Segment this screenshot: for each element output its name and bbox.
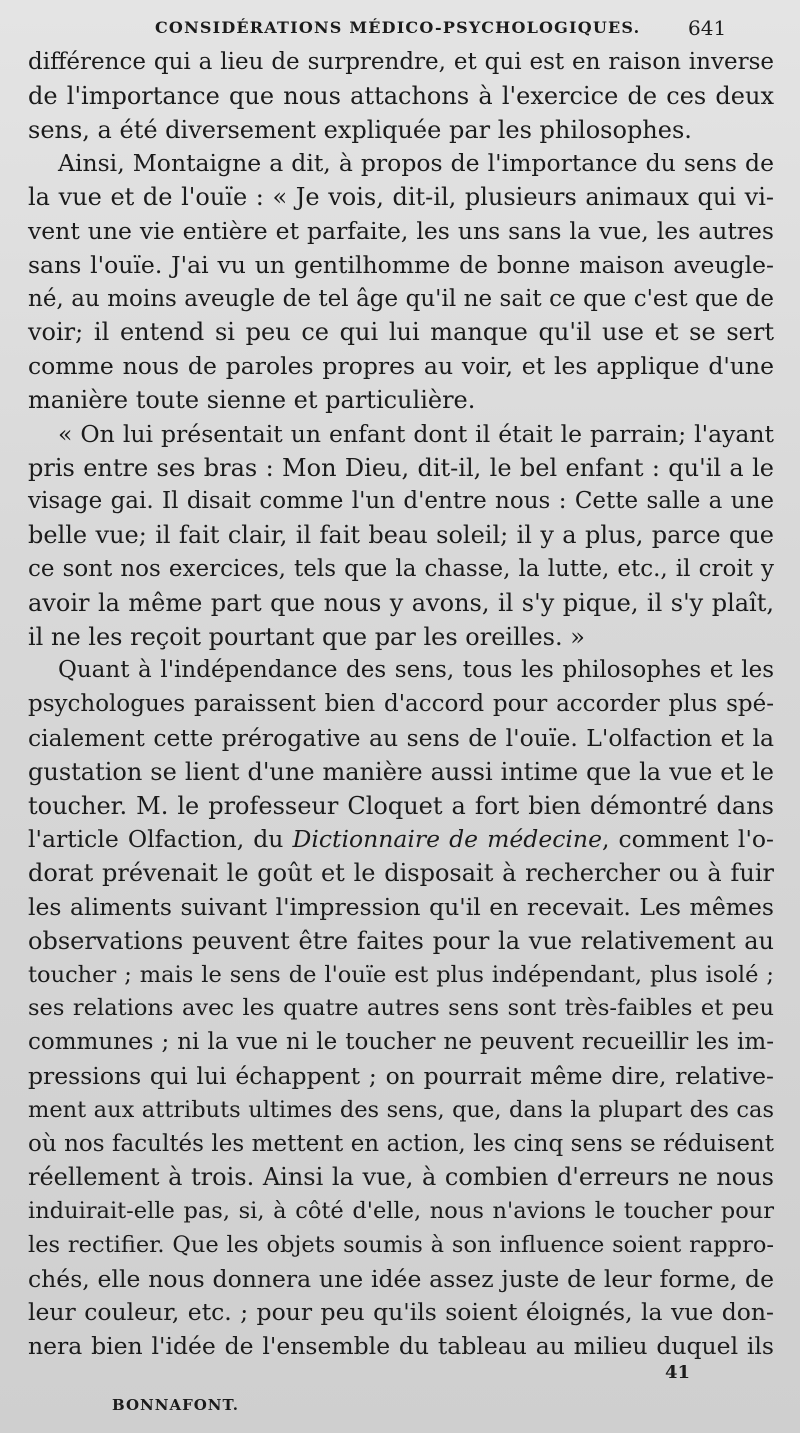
- text-line: belle vue; il fait clair, il fait beau soleil; il y a plus, parce que: [28, 521, 774, 550]
- text-line: visage gai. Il disait comme l'un d'entre nous : Cette salle a une: [28, 488, 774, 515]
- text-line: ment aux attributs ultimes des sens, que, dans la plupart des cas: [28, 1096, 774, 1123]
- text-line: observations peuvent être faites pour la vue relativement au: [28, 926, 774, 955]
- text-line-with-italic: [28, 823, 774, 857]
- text-line: né, au moins aveugle de tel âge qu'il ne sait ce que c'est que de: [28, 285, 774, 312]
- text-line: ce sont nos exercices, tels que la chasse, la lutte, etc., il croit y: [28, 555, 774, 582]
- body-text: [28, 46, 774, 1364]
- text-line: les aliments suivant l'impression qu'il en recevait. Les mêmes: [28, 892, 774, 921]
- text-line: « On lui présentait un enfant dont il était le parrain; l'ayant: [58, 419, 774, 448]
- text-line: manière toute sienne et particulière.: [28, 385, 476, 414]
- footer-author: BONNAFONT.: [112, 1396, 239, 1414]
- text-line: la vue et de l'ouïe : « Je vois, dit-il, plusieurs animaux qui vi-: [28, 183, 774, 212]
- text-segment: l'article Olfaction, du: [28, 825, 293, 854]
- text-line: nera bien l'idée de l'ensemble du tableau au milieu duquel ils: [28, 1332, 774, 1361]
- text-line: chés, elle nous donnera une idée assez juste de leur forme, de: [28, 1264, 774, 1293]
- text-line: où nos facultés les mettent en action, les cinq sens se réduisent: [28, 1130, 774, 1157]
- text-line: leur couleur, etc. ; pour peu qu'ils soient éloignés, la vue don-: [28, 1298, 774, 1327]
- italic-reference: Dictionnaire de médecine: [292, 825, 602, 854]
- text-line: cialement cette prérogative au sens de l'ouïe. L'olfaction et la: [28, 723, 774, 752]
- text-line: induirait-elle pas, si, à côté d'elle, nous n'avions le toucher pour: [28, 1198, 774, 1225]
- text-line: avoir la même part que nous y avons, il s'y pique, il s'y plaît,: [28, 588, 774, 617]
- running-title: CONSIDÉRATIONS MÉDICO-PSYCHOLOGIQUES.: [155, 18, 641, 37]
- text-line: voir; il entend si peu ce qui lui manque qu'il use et se sert: [28, 318, 774, 347]
- text-line: sens, a été diversement expliquée par les philosophes.: [28, 115, 692, 144]
- text-line: pressions qui lui échappent ; on pourrait même dire, relative-: [28, 1061, 774, 1090]
- text-line: psychologues paraissent bien d'accord pour accorder plus spé-: [28, 691, 774, 718]
- text-line: vent une vie entière et parfaite, les uns sans la vue, les autres: [28, 216, 774, 245]
- text-line: comme nous de paroles propres au voir, et les applique d'une: [28, 352, 774, 381]
- page-number: 641: [688, 16, 727, 40]
- text-line: toucher. M. le professeur Cloquet a fort bien démontré dans: [28, 791, 774, 820]
- text-line: pris entre ses bras : Mon Dieu, dit-il, le bel enfant : qu'il a le: [28, 453, 774, 482]
- text-line: Ainsi, Montaigne a dit, à propos de l'importance du sens de: [58, 149, 774, 178]
- page-header: [0, 12, 800, 46]
- text-line: dorat prévenait le goût et le disposait à rechercher ou à fuir: [28, 859, 774, 888]
- text-line: les rectifier. Que les objets soumis à son influence soient rappro-: [28, 1231, 774, 1258]
- text-line: toucher ; mais le sens de l'ouïe est plus indépendant, plus isolé ;: [28, 961, 774, 988]
- text-line: réellement à trois. Ainsi la vue, à combien d'erreurs ne nous: [28, 1163, 774, 1192]
- text-line: sans l'ouïe. J'ai vu un gentilhomme de bonne maison aveugle-: [28, 250, 774, 279]
- text-line: il ne les reçoit pourtant que par les oreilles. »: [28, 622, 585, 651]
- text-line: communes ; ni la vue ni le toucher ne peuvent recueillir les im-: [28, 1029, 774, 1056]
- text-segment: , comment l'o-: [601, 825, 774, 854]
- text-line: ses relations avec les quatre autres sens sont très-faibles et peu: [28, 995, 774, 1022]
- text-line: Quant à l'indépendance des sens, tous les philosophes et les: [58, 657, 774, 684]
- text-line: de l'importance que nous attachons à l'exercice de ces deux: [28, 81, 774, 110]
- text-line: différence qui a lieu de surprendre, et qui est en raison inverse: [28, 49, 774, 75]
- text-line: gustation se lient d'une manière aussi intime que la vue et le: [28, 757, 774, 786]
- signature-mark: 41: [665, 1362, 691, 1383]
